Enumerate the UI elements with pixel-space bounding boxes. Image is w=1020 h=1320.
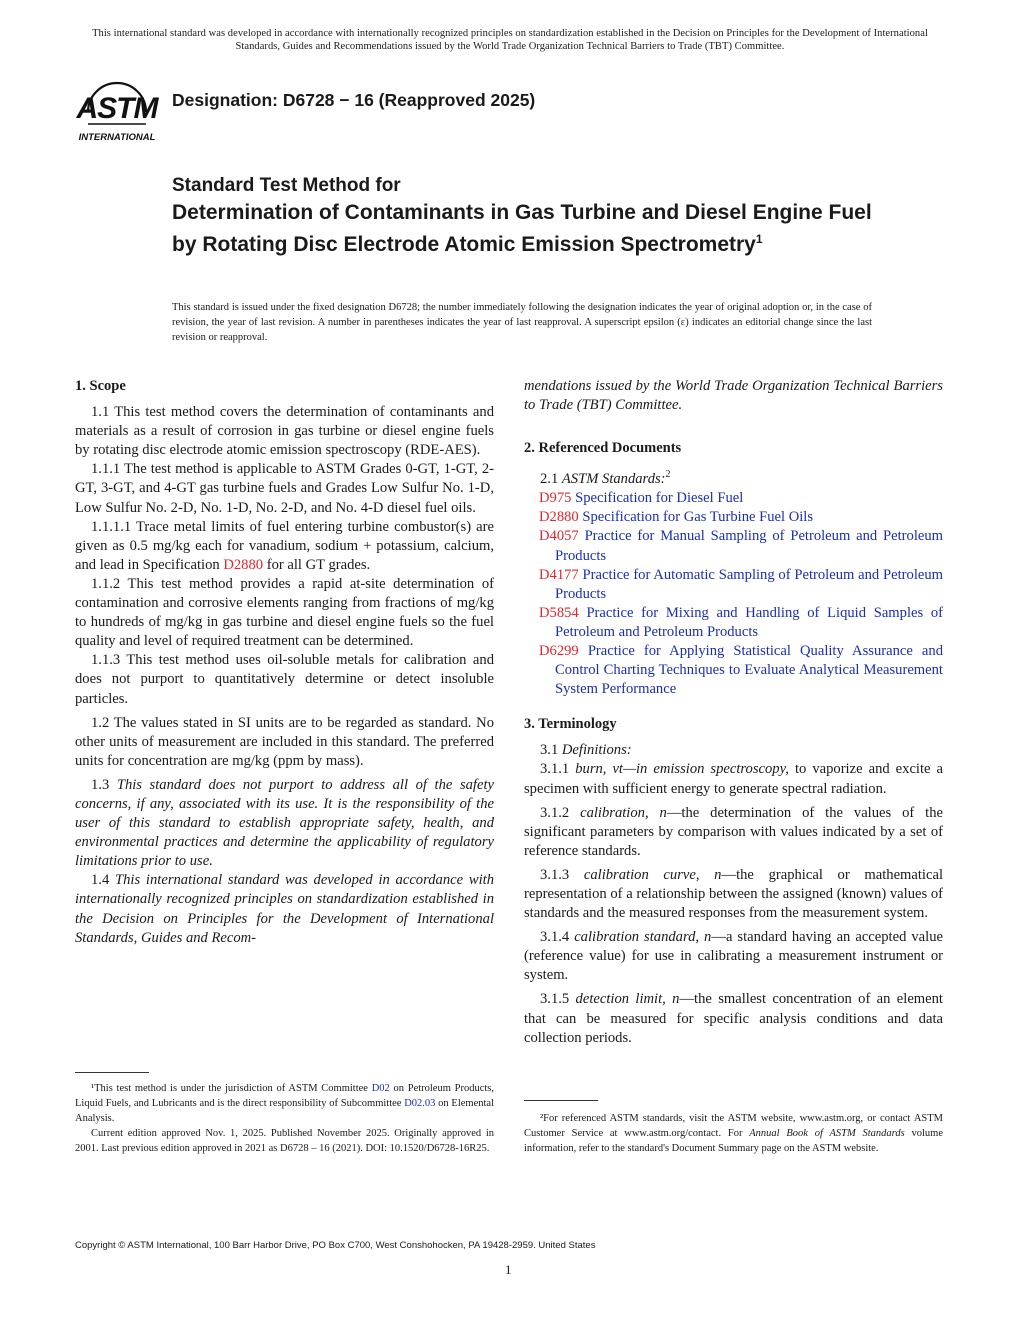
def-3-1-4 <box>524 928 943 985</box>
ref-title[interactable]: Practice for Automatic Sampling of Petroleum and Petroleum Products <box>555 566 943 602</box>
ref-code[interactable]: D4057 <box>539 528 579 545</box>
para-1-3 <box>75 776 494 871</box>
para-1-4-text: This international standard was developed in accordance with internationally recognized principles on standardization established in the Decision on Principles for the Development of International Standards, Guides and Recom- <box>75 872 495 946</box>
def-term: burn, vt—in emission spectroscopy, <box>575 761 789 778</box>
def-text: —the smallest concentration of an element that can be measured for specific analysis conditions and data collection periods. <box>524 991 943 1046</box>
def-term: detection limit, n <box>575 991 680 1008</box>
ref-code[interactable]: D6299 <box>539 642 579 659</box>
def-text: —the graphical or mathematical representation of a relationship between the assigned (known) values of standards and the measured responses from the measurement system. <box>524 866 943 922</box>
footnote-divider-right <box>524 1100 598 1101</box>
title-text: Determination of Contaminants in Gas Turbine and Diesel Engine Fuel by Rotating Disc Electrode Atomic Emission Spectrometry <box>172 201 872 256</box>
footnote-2-part-a: ²For referenced ASTM standards, visit the ASTM website, www.astm.org, or contact ASTM Customer Service at www.astm.org/contact. For <box>524 1113 943 1139</box>
designation: Designation: D6728 − 16 (Reapproved 2025) <box>172 90 536 110</box>
para-1-3-num: 1.3 <box>91 776 117 793</box>
para-1-1-2: 1.1.2 This test method provides a rapid at-site determination of contamination and corrosive elements ranging from fractions of mg/kg to hundreds of mg/kg in gas turbine and diesel engine fuels so the fuel quality and level of required treatment can be determined. <box>75 575 494 650</box>
section-terminology-heading: 3. Terminology <box>524 716 617 733</box>
title-footnote-ref[interactable]: 1 <box>755 232 763 246</box>
def-text: —a standard having an accepted value (reference value) for use in calibrating a measurement instrument or system. <box>524 929 943 984</box>
para-1-1: 1.1 This test method covers the determination of contaminants and materials as a result of corrosion in gas turbine or diesel engine fuels by rotating disc electrode atomic emission spectroscopy (RDE-AES). <box>75 404 494 459</box>
footnote-divider-left <box>75 1072 149 1073</box>
def-num: 3.1.5 <box>540 991 576 1008</box>
para-1-3-text: This standard does not purport to address all of the safety concerns, if any, associated with its use. It is the responsibility of the user of this standard to establish appropriate safety, health, and environmental practices and determine the applicability of regulatory limitations prior to use. <box>75 776 494 870</box>
footnote-1-part-c: on Elemental Analysis. <box>75 1098 494 1124</box>
right-column <box>524 377 943 1048</box>
para-3-1-text: Definitions: <box>561 742 632 759</box>
ref-code[interactable]: D5854 <box>539 604 579 621</box>
document-title <box>172 199 872 258</box>
ref-title[interactable]: Practice for Applying Statistical Quality Assurance and Control Charting Techniques to Evaluate Analytical Measurement System Performance <box>555 642 943 698</box>
ref-title[interactable]: Practice for Mixing and Handling of Liquid Samples of Petroleum and Petroleum Products <box>555 604 943 640</box>
issuance-note: This standard is issued under the fixed designation D6728; the number immediately following the designation indicates the year of original adoption or, in the case of revision, the year of last revision. A number in parentheses indicates the year of last reapproval. A superscript epsilon (ε) indicates an editorial change since the last revision or reapproval. <box>172 302 872 343</box>
def-text: —the determination of the values of the significant parameters by comparison with values indicated by a set of reference standards. <box>524 804 943 859</box>
para-1-4-continued-text: mendations issued by the World Trade Organization Technical Barriers to Trade (TBT) Committee. <box>524 378 943 414</box>
ref-title[interactable]: Specification for Diesel Fuel <box>575 490 744 507</box>
footnote-2 <box>524 1111 943 1156</box>
link-d2880[interactable]: D2880 <box>223 556 264 573</box>
def-num: 3.1.4 <box>540 929 575 946</box>
def-num: 3.1.3 <box>540 866 584 883</box>
page-number: 1 <box>505 1262 512 1277</box>
section-scope-heading: 1. Scope <box>75 378 126 394</box>
def-num: 3.1.1 <box>540 761 576 778</box>
ref-item-d2880[interactable] <box>524 508 943 527</box>
svg-text:INTERNATIONAL: INTERNATIONAL <box>78 132 156 143</box>
footnote-1 <box>75 1081 494 1156</box>
para-1-1-1: 1.1.1 The test method is applicable to ASTM Grades 0-GT, 1-GT, 2-GT, 3-GT, and 4-GT gas turbine fuels and Grades Low Sulfur No. 1-D, Low Sulfur No. 2-D, No. 1-D, No. 2-D, and No. 4-D diesel fuel oils. <box>75 461 494 516</box>
astm-logo <box>74 76 160 146</box>
ref-code[interactable]: D975 <box>539 490 572 507</box>
ref-code[interactable]: D2880 <box>539 509 579 526</box>
footnote-1-text <box>75 1081 494 1126</box>
para-2-1 <box>524 465 943 489</box>
def-3-1-2 <box>524 804 943 861</box>
ref-item-d6299[interactable] <box>524 642 943 699</box>
def-text: to vaporize and excite a specimen with sufficient energy to generate spectral radiation. <box>524 761 944 797</box>
ref-item-d975[interactable] <box>524 489 943 508</box>
footnote-1-part-b: on Petroleum Products, Liquid Fuels, and Lubricants and is the direct responsibility of Subcommittee <box>75 1083 494 1109</box>
def-term: calibration, n <box>580 804 667 821</box>
copyright-notice: Copyright © ASTM International, 100 Barr Harbor Drive, PO Box C700, West Conshohocken, PA 19428-2959. United States <box>75 1240 596 1251</box>
referenced-documents-list <box>524 489 943 699</box>
section-refdocs-heading: 2. Referenced Documents <box>524 440 682 457</box>
para-1-1-3: 1.1.3 This test method uses oil-soluble metals for calibration and does not purport to quantitatively determine or detect insoluble particles. <box>75 652 494 707</box>
def-num: 3.1.2 <box>540 804 581 821</box>
ref-item-d4057[interactable] <box>524 527 943 565</box>
para-2-1-text: ASTM Standards: <box>561 471 666 488</box>
para-3-1-num: 3.1 <box>540 742 562 759</box>
def-term: calibration standard, n <box>574 929 712 946</box>
link-d02-03[interactable]: D02.03 <box>404 1098 436 1109</box>
para-1-2: 1.2 The values stated in SI units are to be regarded as standard. No other units of measurement are included in this standard. The preferred units for concentration are mg/kg (ppm by mass). <box>75 714 494 769</box>
para-1-4-num: 1.4 <box>91 872 116 889</box>
para-1-4 <box>75 871 494 947</box>
footnote-1-part-a: ¹This test method is under the jurisdiction of ASTM Committee <box>91 1083 372 1094</box>
ref-title[interactable]: Specification for Gas Turbine Fuel Oils <box>582 509 814 526</box>
ref-title[interactable]: Practice for Manual Sampling of Petroleum and Petroleum Products <box>555 528 943 564</box>
ref-item-d4177[interactable] <box>524 566 943 604</box>
footnote-2-ref[interactable]: 2 <box>665 469 671 481</box>
def-term: calibration curve, n <box>583 866 722 883</box>
svg-text:ASTM: ASTM <box>76 92 158 125</box>
link-d02[interactable]: D02 <box>371 1083 390 1094</box>
title-prefix: Standard Test Method for <box>172 175 401 196</box>
para-1-1-1-1 <box>75 518 494 575</box>
ref-code[interactable]: D4177 <box>539 566 579 583</box>
para-1-4-continued <box>524 377 943 415</box>
def-3-1-1 <box>524 760 943 798</box>
para-1-1-1-1-end: for all GT grades. <box>263 556 371 573</box>
footnote-2-part-b: volume information, refer to the standard's Document Summary page on the ASTM website. <box>524 1128 943 1154</box>
left-column <box>75 377 494 948</box>
footnote-1-edition: Current edition approved Nov. 1, 2025. Published November 2025. Originally approved in 2001. Last previous edition approved in 2021 as D6728 – 16 (2021). DOI: 10.1520/D6728-16R25. <box>75 1128 494 1154</box>
footnote-2-text <box>524 1111 943 1156</box>
def-3-1-5 <box>524 990 943 1047</box>
ref-item-d5854[interactable] <box>524 604 943 642</box>
def-3-1-3 <box>524 866 943 923</box>
international-standard-notice: This international standard was developed in accordance with internationally recognized principles on standardization established in the Decision on Principles for the Development of International Standards, Guides and Recommendations issued by the World Trade Organization Technical Barriers to Trade (TBT) Committee. <box>92 28 928 52</box>
para-2-1-num: 2.1 <box>540 471 562 488</box>
footnote-2-book-title: Annual Book of ASTM Standards <box>749 1128 905 1139</box>
para-1-1-1-1-text: 1.1.1.1 Trace metal limits of fuel entering turbine combustor(s) are given as 0.5 mg/kg each for vanadium, sodium + potassium, calcium, and lead in Specification <box>75 518 494 573</box>
para-3-1 <box>524 741 943 760</box>
